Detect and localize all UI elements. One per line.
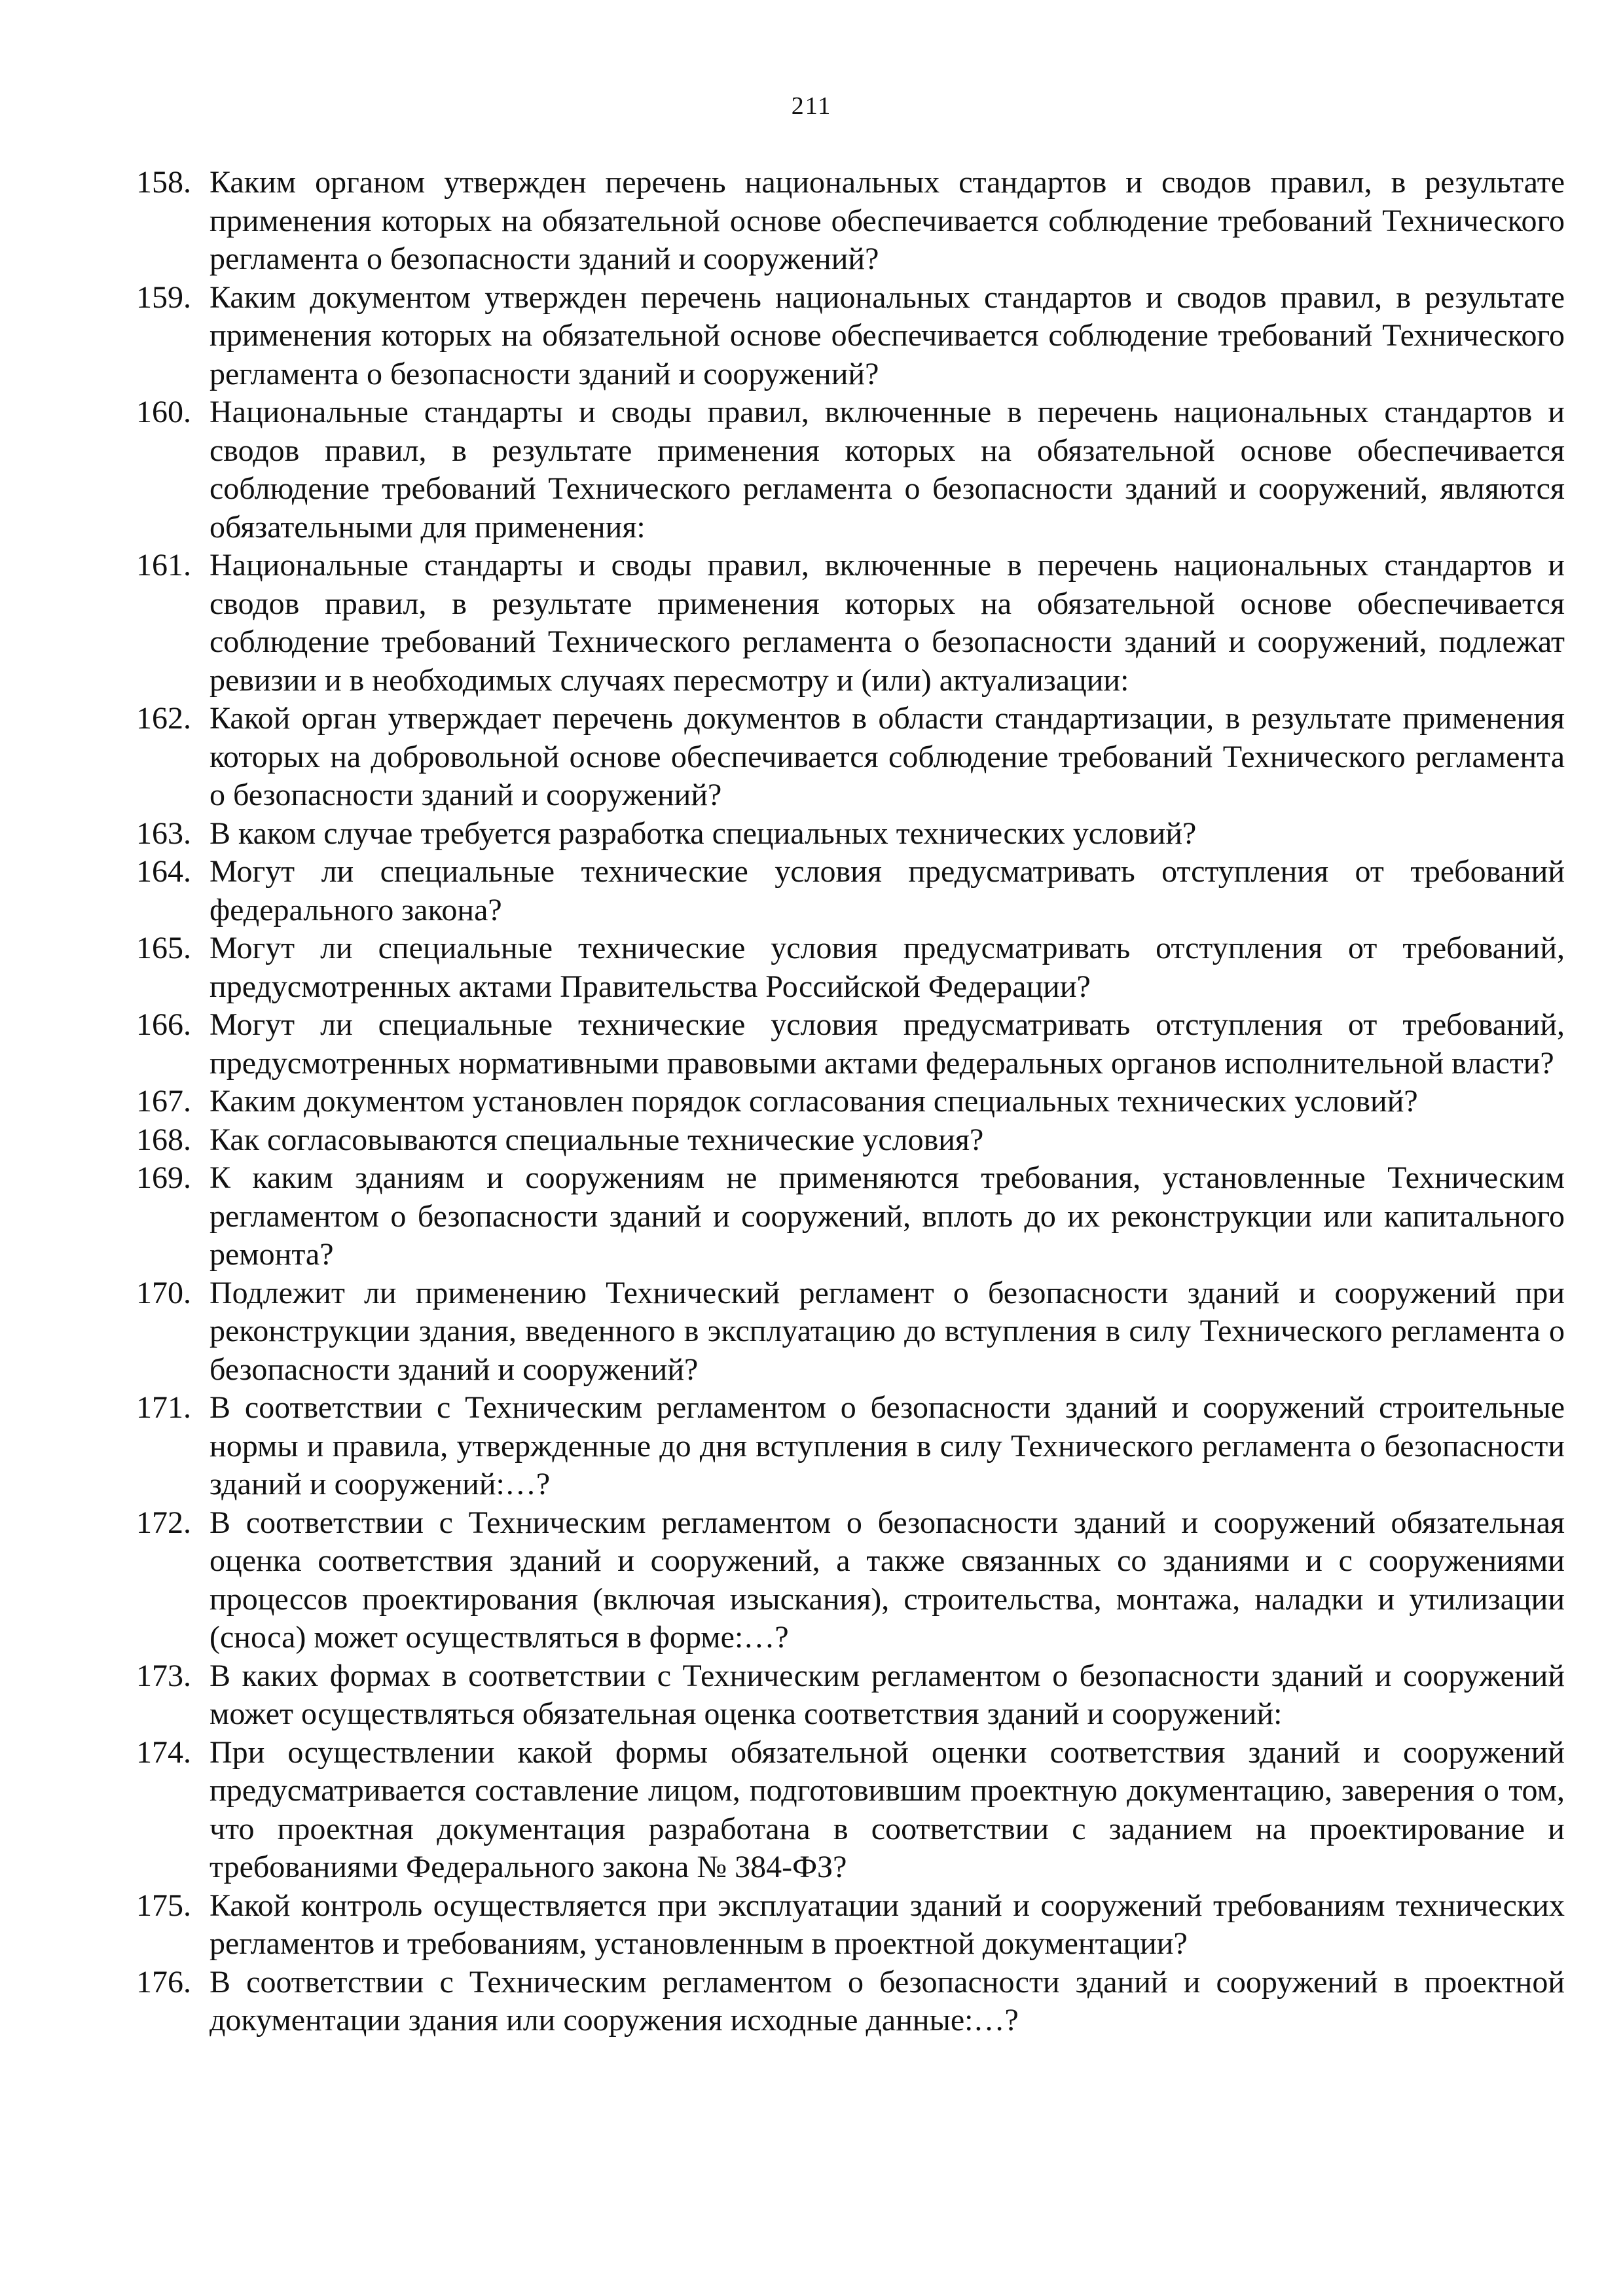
question-number: 158. [136,165,191,200]
question-text: Какой орган утверждает перечень документов в области стандартизации, в результате применения которых на добровольной основе обеспечивается соблюдение требований Технического регламента о безопасности зданий и сооружений? [210,701,1565,812]
question-number: 171. [136,1390,191,1425]
question-number: 166. [136,1007,191,1042]
question-text: Как согласовываются специальные технические условия? [210,1122,984,1157]
question-text: Могут ли специальные технические условия предусматривать отступления от требований, предусмотренных актами Правительства Российской Федерации? [210,931,1565,1004]
question-number: 165. [136,931,191,965]
question-text: Каким документом утвержден перечень национальных стандартов и сводов правил, в результате применения которых на обязательной основе обеспечивается соблюдение требований Технического регламента о безопасности зданий и сооружений? [210,279,1565,391]
question-item [111,1274,1565,1390]
question-number: 164. [136,854,191,889]
question-item [111,815,1565,853]
question-text: В соответствии с Техническим регламентом о безопасности зданий и сооружений обязательная оценка соответствия зданий и сооружений, а также связанных со зданиями и с сооружениями процессов проектирования (включая изыскания), строительства, монтажа, наладки и утилизации (сноса) может осуществляться в форме:…? [210,1505,1565,1655]
question-item [111,1083,1565,1121]
question-number: 170. [136,1275,191,1310]
question-item [111,853,1565,929]
question-item [111,279,1565,394]
question-text: Национальные стандарты и своды правил, включенные в перечень национальных стандартов и сводов правил, в результате применения которых на обязательной основе обеспечивается соблюдение требований Технического регламента о безопасности зданий и сооружений, подлежат ревизии и в необходимых случаях пересмотру и (или) актуализации: [210,548,1565,698]
question-item [111,1734,1565,1887]
question-item [111,700,1565,815]
question-number: 160. [136,395,191,429]
question-text: В соответствии с Техническим регламентом о безопасности зданий и сооружений строительные нормы и правила, утвержденные до дня вступления в силу Технического регламента о безопасности зданий и сооружений:…? [210,1390,1565,1501]
question-text: Каким документом установлен порядок согласования специальных технических условий? [210,1084,1418,1119]
question-item [111,1159,1565,1274]
question-number: 162. [136,701,191,736]
question-text: Могут ли специальные технические условия предусматривать отступления от требований федерального закона? [210,854,1565,927]
question-list [111,164,1565,2040]
question-number: 172. [136,1505,191,1540]
question-text: В каких формах в соответствии с Техническим регламентом о безопасности зданий и сооружений может осуществляться обязательная оценка соответствия зданий и сооружений: [210,1658,1565,1731]
question-item [111,164,1565,279]
question-number: 167. [136,1084,191,1119]
question-number: 175. [136,1888,191,1923]
question-item [111,393,1565,547]
question-number: 174. [136,1734,191,1770]
question-text: При осуществлении какой формы обязательной оценки соответствия зданий и сооружений предусматривается составление лицом, подготовившим проектную документацию, заверения о том, что проектная документация разработана в соответствии с заданием на проектирование и требованиями Федерального закона № 384-ФЗ? [210,1734,1565,1884]
question-number: 176. [136,1964,191,2000]
question-item [111,1964,1565,2040]
question-number: 159. [136,279,191,315]
question-text: Национальные стандарты и своды правил, включенные в перечень национальных стандартов и сводов правил, в результате применения которых на обязательной основе обеспечивается соблюдение требований Технического регламента о безопасности зданий и сооружений, являются обязательными для применения: [210,395,1565,545]
question-number: 163. [136,816,191,851]
page-number: 211 [791,92,832,120]
question-text: Подлежит ли применению Технический регламент о безопасности зданий и сооружений при реконструкции здания, введенного в эксплуатацию до вступления в силу Технического регламента о безопасности зданий и сооружений? [210,1275,1565,1387]
question-item [111,929,1565,1006]
question-item [111,1121,1565,1160]
question-number: 173. [136,1658,191,1693]
question-number: 169. [136,1160,191,1195]
question-text: В соответствии с Техническим регламентом о безопасности зданий и сооружений в проектной документации здания или сооружения исходные данные:…? [210,1964,1565,2037]
question-text: В каком случае требуется разработка специальных технических условий? [210,816,1197,851]
question-text: Каким органом утвержден перечень национальных стандартов и сводов правил, в результате применения которых на обязательной основе обеспечивается соблюдение требований Технического регламента о безопасности зданий и сооружений? [210,165,1565,276]
question-item [111,1389,1565,1504]
question-item [111,1887,1565,1964]
question-text: Могут ли специальные технические условия предусматривать отступления от требований, предусмотренных нормативными правовыми актами федеральных органов исполнительной власти? [210,1007,1565,1081]
question-item [111,1657,1565,1734]
question-item [111,547,1565,700]
question-number: 168. [136,1122,191,1157]
question-text: К каким зданиям и сооружениям не применяются требования, установленные Техническим регламентом о безопасности зданий и сооружений, вплоть до их реконструкции или капитального ремонта? [210,1160,1565,1272]
question-number: 161. [136,548,191,583]
question-text: Какой контроль осуществляется при эксплуатации зданий и сооружений требованиям технических регламентов и требованиям, установленным в проектной документации? [210,1888,1565,1961]
question-item [111,1006,1565,1083]
question-item [111,1504,1565,1657]
